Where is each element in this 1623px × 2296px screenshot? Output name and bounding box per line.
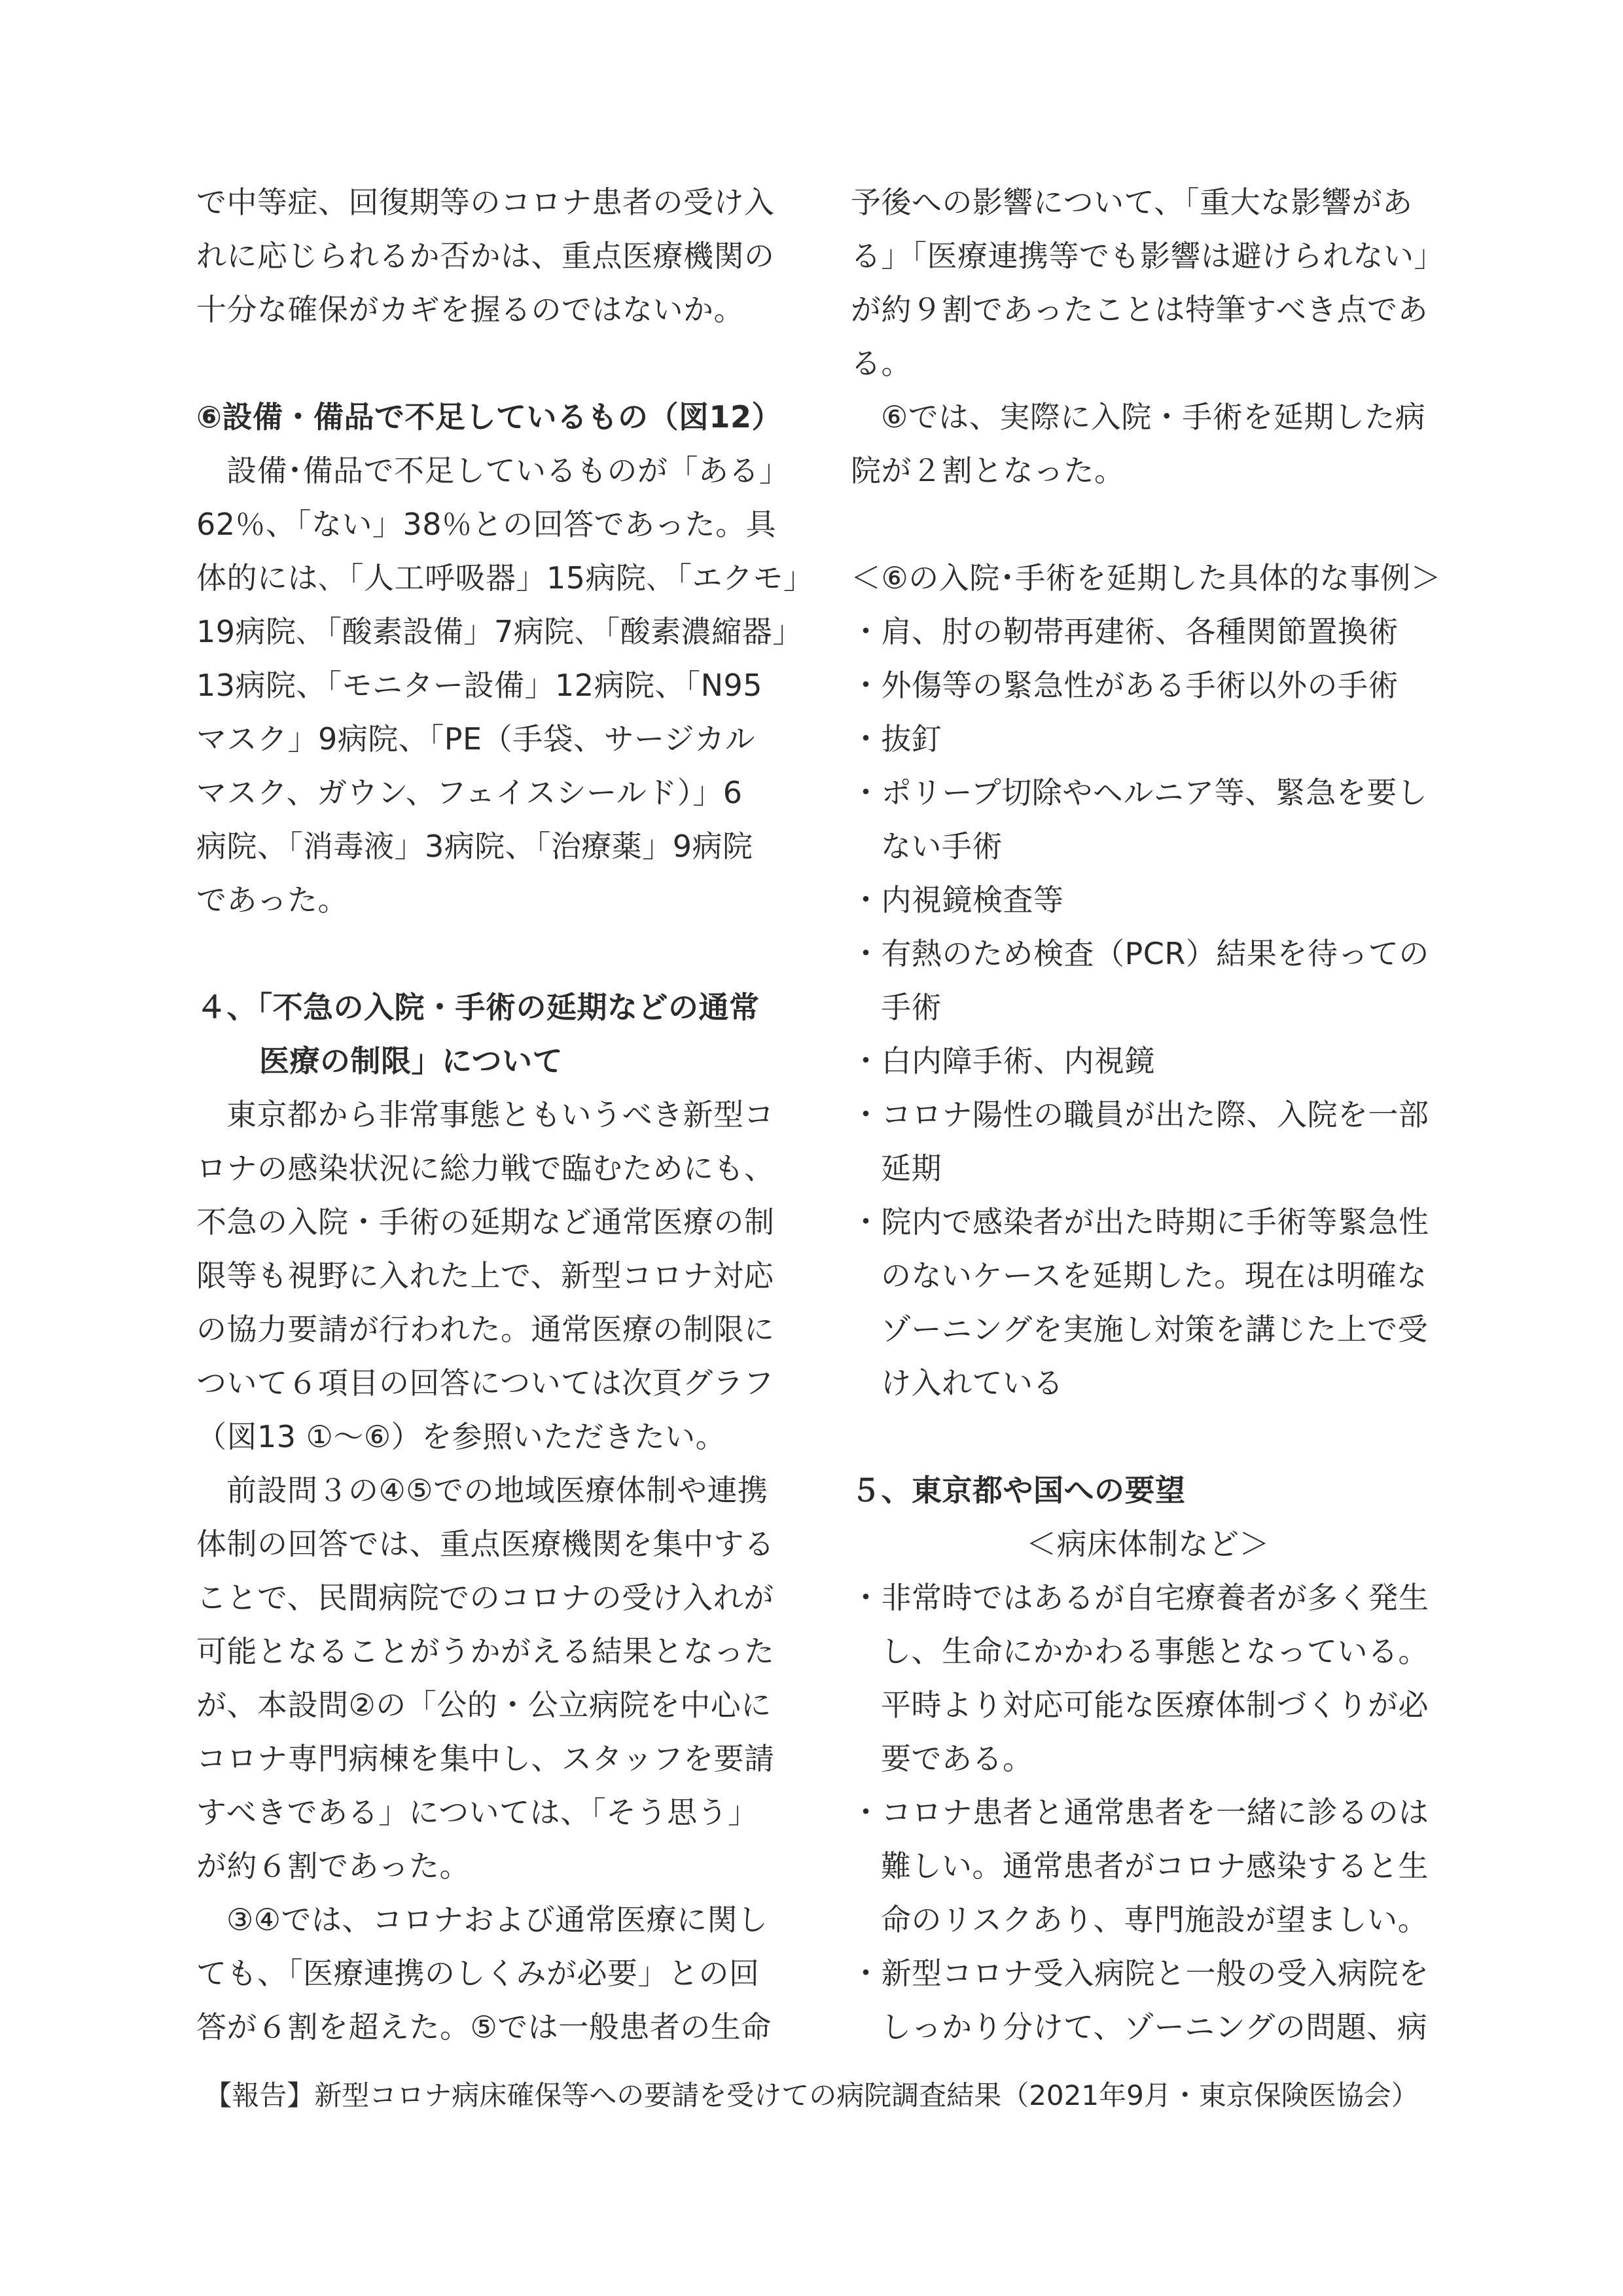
list-item-cont: 命のリスクあり、専門施設が望ましい。	[881, 1902, 1429, 1937]
examples-list	[851, 605, 1445, 1410]
text-line: 予後への影響について、「重大な影響があ	[851, 185, 1413, 220]
list-item-cont: ない手術	[881, 829, 1003, 864]
text-line: すべきである」については、「そう思う」	[196, 1795, 758, 1830]
examples-title: ＜⑥の入院･手術を延期した具体的な事例＞	[851, 560, 1442, 596]
list-item-cont: のないケースを延期した。現在は明確な	[881, 1258, 1427, 1293]
text-line: が約９割であったことは特筆すべき点であ	[851, 292, 1429, 327]
section-4-heading-cont: 医療の制限」について	[259, 1043, 563, 1079]
text-line: 院が２割となった。	[851, 453, 1125, 488]
text-line: 13病院、「モニター設備」12病院、「N95	[196, 668, 763, 703]
list-item: ・白内障手術、内視鏡	[851, 1043, 1155, 1079]
text-line: 可能となることがうかがえる結果となった	[196, 1634, 775, 1669]
list-item: ・院内で感染者が出た時期に手術等緊急性	[851, 1204, 1429, 1240]
text-line: が約６割であった。	[196, 1848, 471, 1884]
section-4	[196, 980, 791, 2054]
text-line: 答が６割を超えた。⑤では一般患者の生命	[196, 2009, 772, 2045]
text-line: 設備･備品で不足しているものが「ある」	[226, 453, 790, 488]
list-item: ・コロナ患者と通常患者を一緒に診るのは	[851, 1795, 1429, 1830]
list-item-cont: 手術	[881, 990, 942, 1025]
section-6-equipment	[196, 390, 814, 927]
text-line: 前設問３の④⑤での地域医療体制や連携	[226, 1473, 768, 1508]
text-line: が、本設問②の「公的・公立病院を中心に	[196, 1687, 772, 1723]
section-6-heading: ⑥設備・備品で不足しているもの（図12）	[196, 399, 782, 435]
continued-paragraph	[851, 175, 1445, 390]
intro-paragraph	[196, 175, 791, 336]
list-item-cont: 平時より対応可能な医療体制づくりが必	[881, 1687, 1429, 1723]
list-item-cont: ゾーニングを実施し対策を講じた上で受	[881, 1312, 1429, 1347]
page-footer: 【報告】新型コロナ病床確保等への要請を受けての病院調査結果（2021年9月・東京保険医協会）	[204, 2079, 1419, 2111]
text-line: マスク、ガウン、フェイスシールド）」6	[196, 775, 743, 810]
paragraph-6	[851, 390, 1445, 497]
list-item: ・内視鏡検査等	[851, 882, 1064, 918]
text-line: （図13 ①〜⑥）を参照いただきたい。	[196, 1419, 726, 1454]
text-line: 限等も視野に入れた上で、新型コロナ対応	[196, 1258, 774, 1293]
list-item: ・ポリープ切除やヘルニア等、緊急を要し	[851, 775, 1428, 810]
text-line: マスク」9病院、「PE（手袋、サージカル	[196, 721, 756, 757]
list-item: ・コロナ陽性の職員が出た際、入院を一部	[851, 1097, 1429, 1132]
right-column	[851, 175, 1445, 2054]
list-item-cont: け入れている	[881, 1365, 1063, 1401]
text-line: 東京都から非常事態ともいうべき新型コ	[226, 1097, 774, 1132]
text-line: れに応じられるか否かは、重点医療機関の	[196, 238, 775, 274]
list-item: ・有熱のため検査（PCR）結果を待っての	[851, 936, 1429, 971]
list-item: ・新型コロナ受入病院と一般の受入病院を	[851, 1956, 1429, 1991]
list-item-cont: しっかり分けて、ゾーニングの問題、病	[881, 2009, 1428, 2045]
text-line: であった。	[196, 882, 349, 918]
text-line: 病院、「消毒液」3病院、「治療薬」9病院	[196, 829, 753, 864]
section-4-heading: ４、「不急の入院・手術の延期などの通常	[196, 990, 760, 1025]
list-item: ・非常時ではあるが自宅療養者が多く発生	[851, 1580, 1429, 1615]
text-line: で中等症、回復期等のコロナ患者の受け入	[196, 185, 775, 220]
text-line: る」「医療連携等でも影響は避けられない」	[851, 238, 1444, 274]
left-column	[196, 175, 814, 2054]
section-5	[851, 1463, 1445, 2054]
text-line: コロナ専門病棟を集中し、スタッフを要請	[196, 1741, 775, 1776]
text-line: の協力要請が行われた。通常医療の制限に	[196, 1312, 775, 1347]
list-item-cont: し、生命にかかわる事態となっている。	[881, 1634, 1429, 1669]
list-item: ・外傷等の緊急性がある手術以外の手術	[851, 668, 1399, 703]
text-line: 十分な確保がカギを握るのではないか。	[196, 292, 744, 327]
text-line: る。	[851, 346, 912, 381]
list-item: ・肩、肘の靭帯再建術、各種関節置換術	[851, 614, 1399, 649]
section-5-subheading: ＜病床体制など＞	[1026, 1526, 1270, 1562]
text-line: ても、「医療連携のしくみが必要」との回	[196, 1956, 760, 1991]
text-line: 不急の入院・手術の延期など通常医療の制	[196, 1204, 775, 1240]
list-item: ・抜釘	[851, 721, 942, 757]
list-item-cont: 難しい。通常患者がコロナ感染すると生	[881, 1848, 1429, 1884]
list-item-cont: 要である。	[881, 1741, 1033, 1776]
text-line: ことで、民間病院でのコロナの受け入れが	[196, 1580, 774, 1615]
text-line: ロナの感染状況に総力戦で臨むためにも、	[196, 1151, 775, 1186]
text-line: 62％、「ない」38％との回答であった。具	[196, 507, 777, 542]
text-line: ⑥では、実際に入院・手術を延期した病	[881, 399, 1426, 435]
list-item-cont: 延期	[881, 1151, 942, 1186]
text-line: 19病院､「酸素設備」7病院､「酸素濃縮器」	[196, 614, 803, 649]
text-line: ③④では、コロナおよび通常医療に関し	[226, 1902, 768, 1937]
section-5-heading: ５、東京都や国への要望	[851, 1473, 1186, 1508]
text-line: 体制の回答では、重点医療機関を集中する	[196, 1526, 775, 1562]
text-line: ついて６項目の回答については次頁グラフ	[196, 1365, 774, 1401]
text-line: 体的には､「人工呼吸器」15病院､「エクモ」	[196, 560, 814, 596]
